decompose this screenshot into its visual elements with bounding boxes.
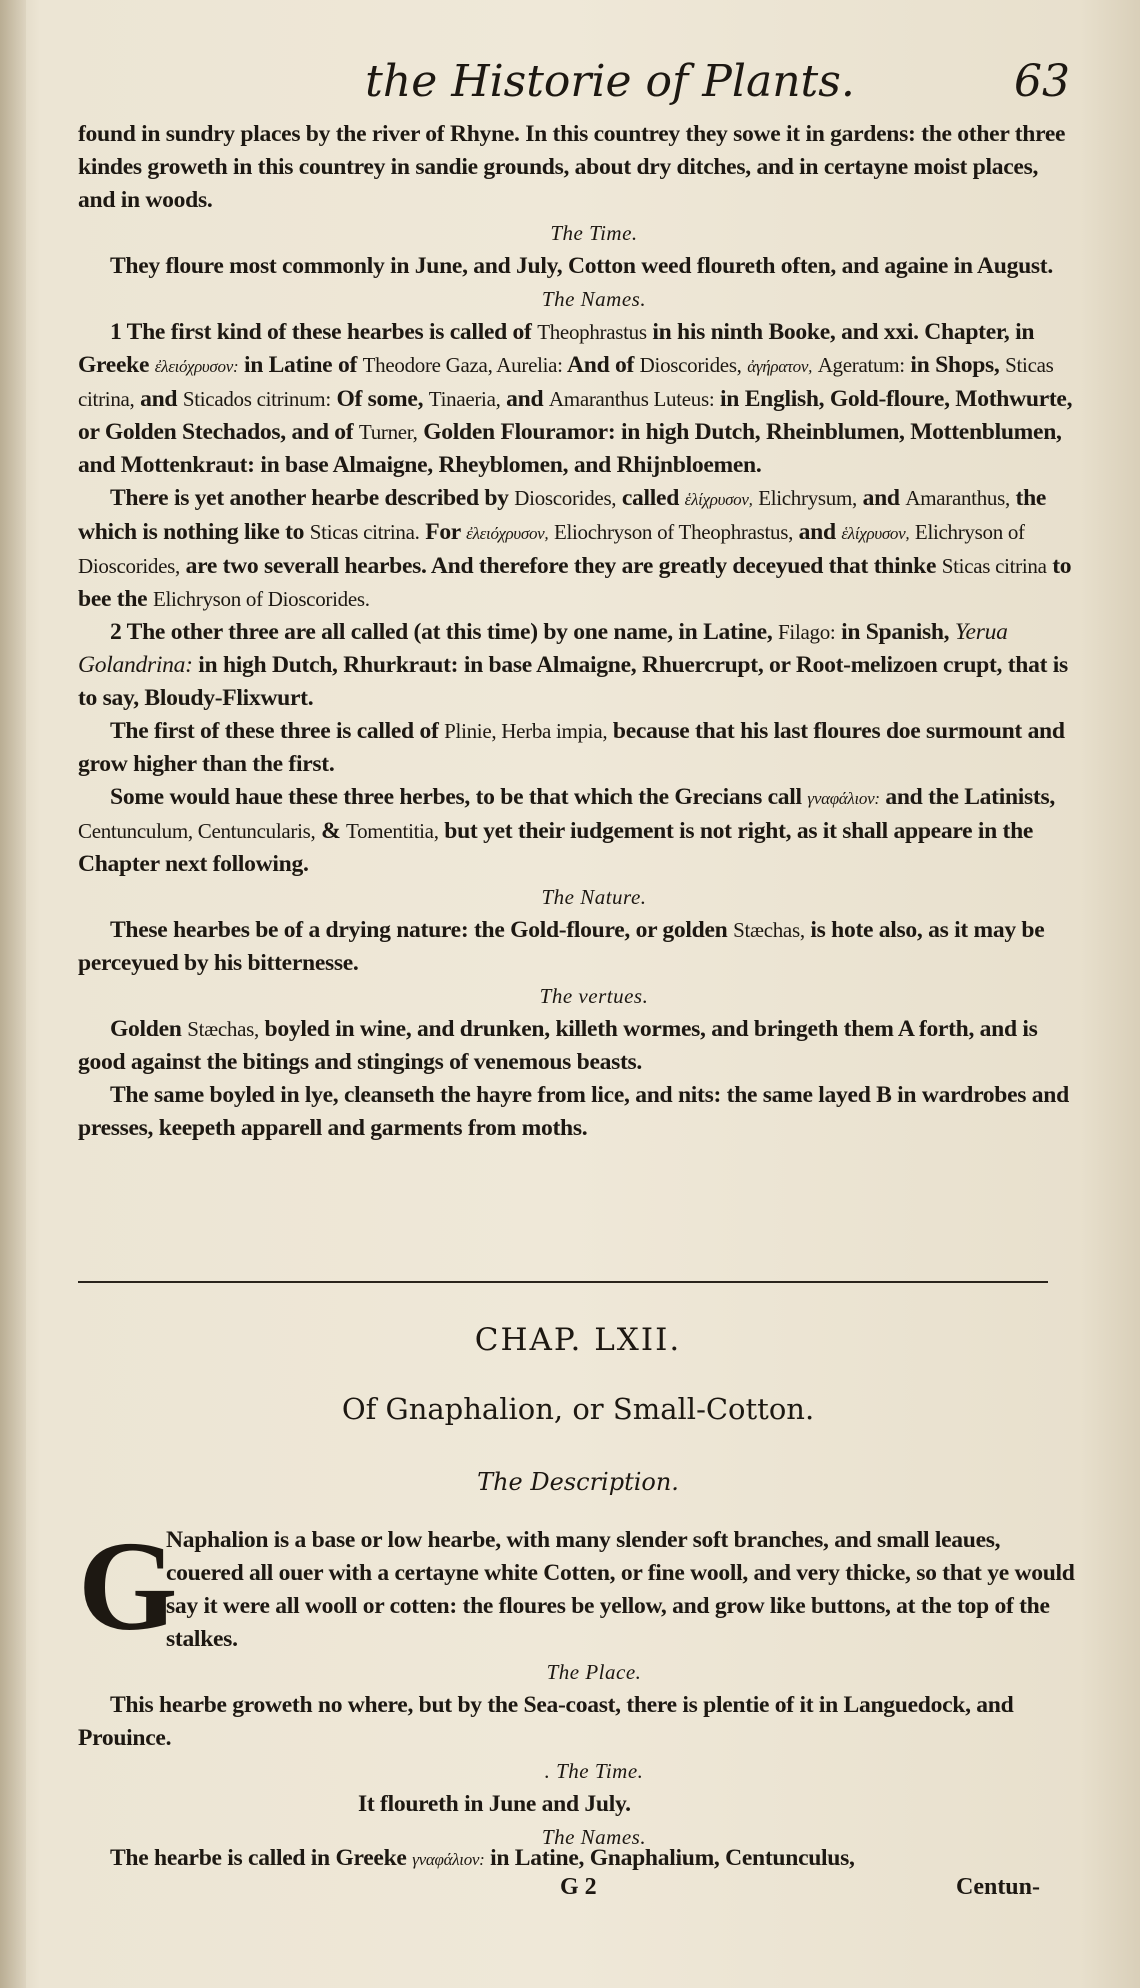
running-title: the Historie of Plants. xyxy=(365,56,855,107)
section-heading-names: The Names. xyxy=(541,1825,647,1849)
section-heading-vertues: The vertues. xyxy=(539,984,649,1008)
drop-cap-initial: G xyxy=(78,1515,178,1657)
previous-chapter-text xyxy=(78,118,1078,1145)
signature-mark: G 2 xyxy=(560,1874,597,1900)
page-number: 63 xyxy=(1014,56,1070,107)
paragraph: The same boyled in lye, cleanseth the hayre from lice, and nits: the same layed B in wardrobes and presses, keepeth apparell and garments from moths. xyxy=(78,1082,1069,1141)
paragraph: This hearbe groweth no where, but by the Sea-coast, there is plentie of it in Languedock, and Prouince. xyxy=(78,1692,1014,1751)
paragraph: There is yet another hearbe described by Dioscorides, called ἑλίχρυσον, Elichrysum, and Amaranthus, the which is nothing like to Sticas citrina. For ἐλειόχρυσον, Eliochryson of Theophrastus, and ἑλίχρυσον, Elichryson of Dioscorides, are two severall hearbes. And therefore they are greatly deceyued that thinke Sticas citrina to bee the Elichryson of Dioscorides. xyxy=(78,485,1072,612)
section-heading-time: . The Time. xyxy=(544,1759,644,1783)
paragraph: They floure most commonly in June, and July, Cotton weed floureth often, and againe in August. xyxy=(110,253,1053,279)
paragraph-description: Naphalion is a base or low hearbe, with many slender soft branches, and small leaues, couered all ouer with a certayne white Cotten, or fine wooll, and very thicke, so that ye would say it were all wooll or cotten: the floures be yellow, and grow like buttons, at the top of the stalkes. xyxy=(166,1527,1075,1652)
chapter-subtitle: Of Gnaphalion, or Small-Cotton. xyxy=(341,1392,815,1426)
paragraph: These hearbes be of a drying nature: the Gold-floure, or golden Stæchas, is hote also, as it may be perceyued by his bitternesse. xyxy=(78,917,1045,976)
binding-gutter xyxy=(0,0,26,1988)
paragraph: 2 The other three are all called (at this time) by one name, in Latine, Filago: in Spanish, Yerua Golandrina: in high Dutch, Rhurkraut: in base Almaigne, Rhuercrupt, or Root-melizoen crupt, that is to say, Bloudy-Flixwurt. xyxy=(78,619,1068,711)
paragraph: The hearbe is called in Greeke γναφάλιον: in Latine, Gnaphalium, Centunculus, xyxy=(110,1845,855,1871)
section-heading-description: The Description. xyxy=(477,1468,679,1496)
paragraph: Golden Stæchas, boyled in wine, and drunken, killeth wormes, and bringeth them A forth, and is good against the bitings and stingings of venemous beasts. xyxy=(78,1016,1038,1075)
chapter-heading: CHAP. LXII. xyxy=(474,1322,682,1358)
section-heading-place: The Place. xyxy=(546,1660,642,1684)
paragraph: It floureth in June and July. xyxy=(358,1791,631,1817)
chapter-text xyxy=(78,1515,1078,1854)
page-header xyxy=(80,52,1070,112)
section-divider xyxy=(78,1281,1048,1283)
section-heading-time: The Time. xyxy=(550,221,638,245)
paragraph: The first of these three is called of Plinie, Herba impia, because that his last floures doe surmount and grow higher than the first. xyxy=(78,718,1065,777)
section-heading-names: The Names. xyxy=(541,287,647,311)
section-heading-nature: The Nature. xyxy=(541,885,647,909)
paragraph: 1 The first kind of these hearbes is called of Theophrastus in his ninth Booke, and xxi. Chapter, in Greeke ἐλειόχρυσον: in Latine of Theodore Gaza, Aurelia: And of Dioscorides, ἀγήρατον, Ageratum: in Shops, Sticas citrina, and Sticados citrinum: Of some, Tinaeria, and Amaranthus Luteus: in English, Gold-floure, Mothwurte, or Golden Stechados, and of Turner, Golden Flouramor: in high Dutch, Rheinblumen, Mottenblumen, and Mottenkraut: in base Almaigne, Rheyblomen, and Rhijnbloemen. xyxy=(78,319,1073,478)
paragraph: found in sundry places by the river of Rhyne. In this countrey they sowe it in gardens: the other three kindes groweth in this countrey in sandie grounds, about dry ditches, and in certayne moist places, and in woods. xyxy=(78,121,1066,213)
paragraph: Some would haue these three herbes, to be that which the Grecians call γναφάλιον: and the Latinists, Centunculum, Centuncularis, & Tomentitia, but yet their iudgement is not right, as it shall appeare in the Chapter next following. xyxy=(78,784,1055,877)
catchword: Centun- xyxy=(955,1874,1040,1900)
